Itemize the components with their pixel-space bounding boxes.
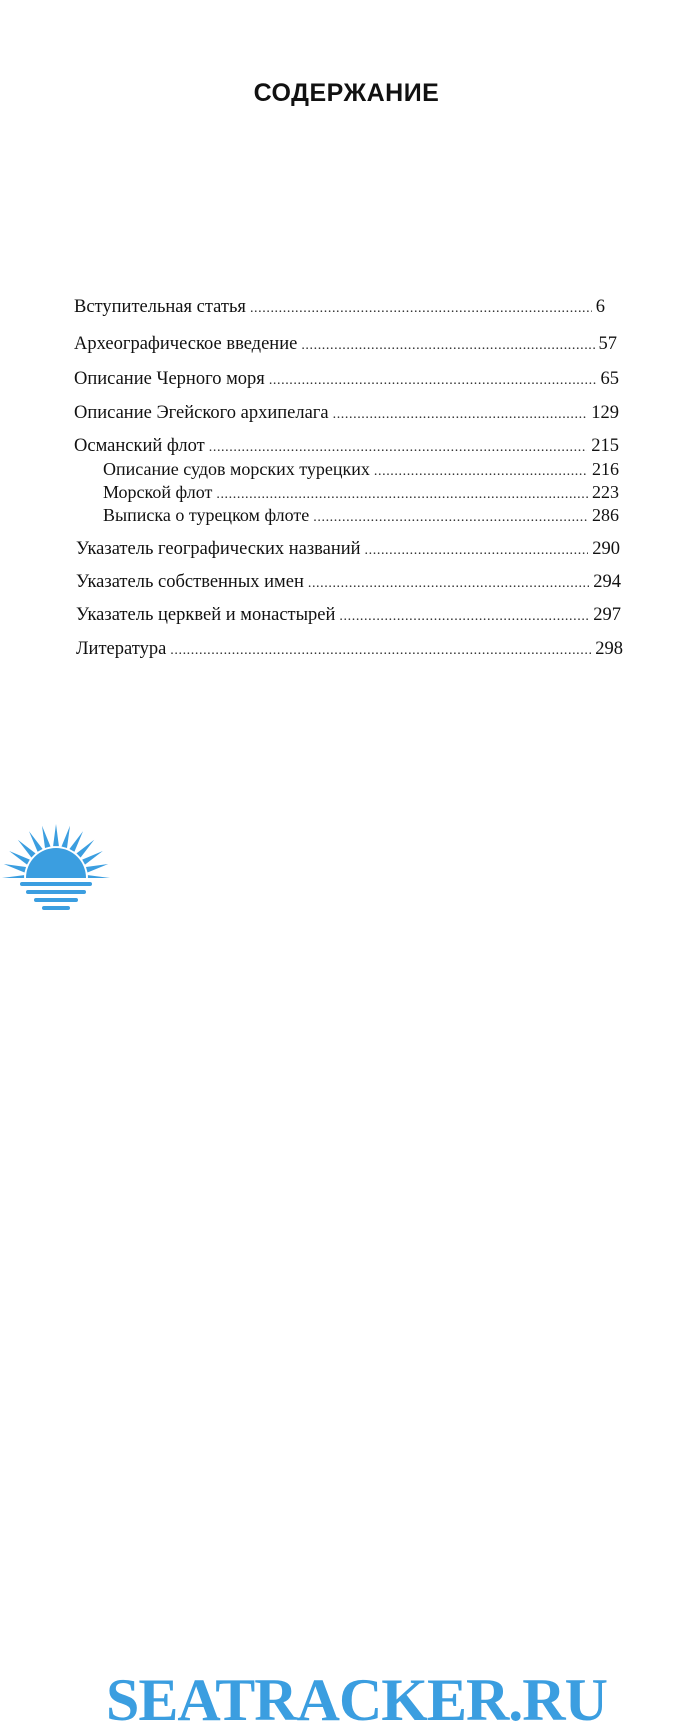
sun-ray (77, 840, 95, 858)
toc-entry-page: 290 (592, 539, 620, 559)
sun-ray (82, 851, 103, 865)
toc-entry[interactable] (76, 638, 623, 660)
sun-ray (9, 851, 30, 865)
toc-leader-dots (250, 298, 592, 320)
toc-entry[interactable] (74, 402, 619, 424)
sun-ray (4, 864, 26, 873)
sun-over-sea-icon (0, 820, 140, 934)
sun-ray (42, 826, 51, 848)
page-title: СОДЕРЖАНИЕ (253, 79, 440, 107)
toc-entry-page: 294 (593, 572, 621, 592)
toc-leader-dots (308, 573, 589, 595)
toc-subentry[interactable] (103, 481, 619, 503)
toc-leader-dots (339, 606, 589, 628)
toc-leader-dots (216, 484, 588, 506)
toc-entry-page: 215 (591, 436, 619, 456)
toc-leader-dots (374, 461, 588, 483)
sun-ray (86, 864, 108, 873)
toc-entry-title: Указатель собственных имен (76, 572, 304, 592)
toc-entry-title: Выписка о турецком флоте (103, 505, 310, 525)
toc-leader-dots (170, 640, 591, 662)
toc-leader-dots (209, 437, 588, 459)
toc-entry[interactable] (76, 538, 620, 560)
toc-entry-title: Описание судов морских турецких (103, 459, 370, 479)
toc-entry[interactable] (76, 571, 621, 593)
sun-ray (62, 826, 71, 848)
toc-entry-title: Указатель церквей и монастырей (76, 605, 336, 625)
watermark-text: SEATRACKER.RU (106, 1667, 607, 1733)
toc-entry-page: 297 (593, 605, 621, 625)
toc-entry-page: 223 (592, 482, 619, 502)
sun-ray (18, 840, 36, 858)
toc-entry-page: 286 (592, 505, 619, 525)
toc-leader-dots (313, 507, 588, 529)
toc-leader-dots (365, 540, 589, 562)
toc-leader-dots (301, 335, 594, 357)
toc-entry[interactable] (74, 368, 619, 390)
watermark (0, 820, 693, 1733)
toc-entry-title: Литература (76, 639, 167, 659)
sun-ray (69, 831, 83, 852)
toc-subentry[interactable] (103, 458, 619, 480)
toc-entry-page: 6 (595, 297, 605, 317)
toc-entry-title: Описание Эгейского архипелага (74, 403, 329, 423)
toc-entry-page: 129 (591, 403, 619, 423)
toc-entry-page: 216 (592, 459, 619, 479)
toc-entry-title: Описание Черного моря (74, 369, 265, 389)
toc-subentry[interactable] (103, 504, 619, 526)
toc-entry-title: Османский флот (74, 436, 205, 456)
toc-entry-title: Археографическое введение (74, 334, 298, 354)
toc-leader-dots (269, 370, 597, 392)
toc-entry[interactable] (76, 604, 621, 626)
toc-entry-page: 57 (598, 334, 617, 354)
toc-entry-title: Морской флот (103, 482, 213, 502)
toc-entry-page: 298 (595, 639, 623, 659)
toc-entry[interactable] (74, 296, 605, 318)
toc-entry[interactable] (74, 435, 619, 457)
toc-entry-page: 65 (600, 369, 619, 389)
toc-entry-title: Указатель географических названий (76, 539, 361, 559)
sun-ray (53, 824, 59, 846)
sun-ray (29, 831, 43, 852)
toc-entry[interactable] (74, 333, 617, 355)
toc-entry-title: Вступительная статья (74, 297, 246, 317)
toc-leader-dots (333, 404, 588, 426)
